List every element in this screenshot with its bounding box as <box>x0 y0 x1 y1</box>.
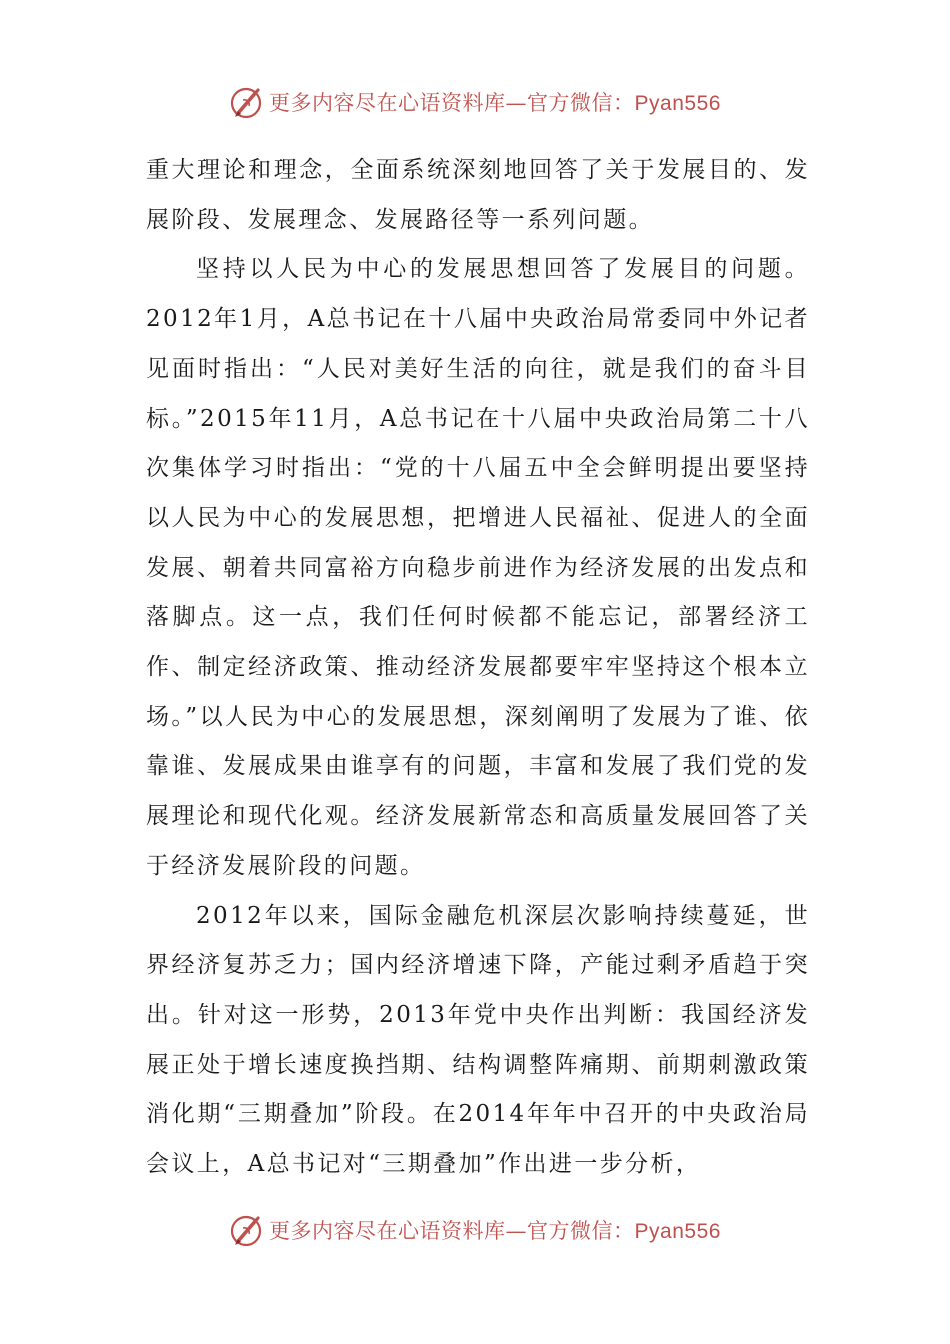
paragraph: 2012年以来，国际金融危机深层次影响持续蔓延，世界经济复苏乏力；国内经济增速下降，产能过剩矛盾趋于突出。针对这一形势，2013年党中央作出判断：我国经济发展正处于增长速度换挡期、结构调整阵痛期、前期刺激政策消化期“三期叠加”阶段。在2014年年中召开的中央政治局会议上，A总书记对“三期叠加”作出进一步分析， <box>146 902 810 1178</box>
wechat-id: Pyan556 <box>634 1220 721 1243</box>
paragraph: 重大理论和理念，全面系统深刻地回答了关于发展目的、发展阶段、发展理念、发展路径等一系列问题。 <box>146 157 810 233</box>
pen-logo-icon <box>229 84 265 120</box>
banner-text: 更多内容尽在心语资料库—官方微信：Pyan556 <box>269 91 721 115</box>
paragraph: 坚持以人民为中心的发展思想回答了发展目的问题。2012年1月，A总书记在十八届中央政治局常委同中外记者见面时指出：“人民对美好生活的向往，就是我们的奋斗目标。”2015年11月，A总书记在十八届中央政治局第二十八次集体学习时指出：“党的十八届五中全会鲜明提出要坚持以人民为中心的发展思想，把增进人民福祉、促进人的全面发展、朝着共同富裕方向稳步前进作为经济发展的出发点和落脚点。这一点，我们任何时候都不能忘记，部署经济工作、制定经济政策、推动经济发展都要牢牢坚持这个根本立场。”以人民为中心的发展思想，深刻阐明了发展为了谁、依靠谁、发展成果由谁享有的问题，丰富和发展了我们党的发展理论和现代化观。经济发展新常态和高质量发展回答了关于经济发展阶段的问题。 <box>146 256 810 879</box>
document-body <box>146 146 810 1190</box>
footer-banner <box>0 1210 950 1250</box>
wechat-id: Pyan556 <box>634 92 721 115</box>
banner-text: 更多内容尽在心语资料库—官方微信：Pyan556 <box>269 1219 721 1243</box>
pen-logo-icon <box>229 1212 265 1248</box>
header-banner <box>0 82 950 122</box>
